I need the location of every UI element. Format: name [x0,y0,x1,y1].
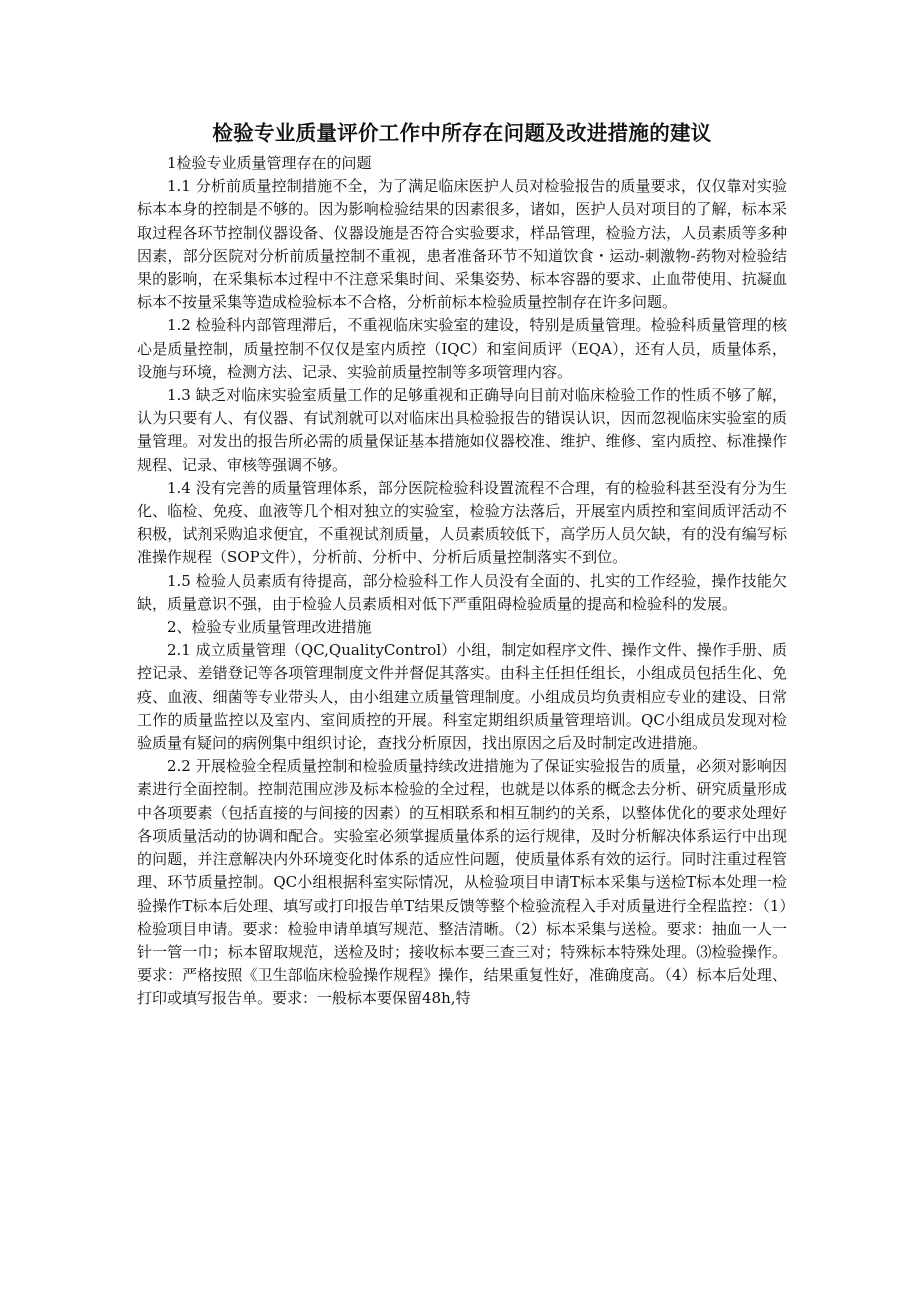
document-page [137,118,787,1011]
paragraph-1-3: 1.3 缺乏对临床实验室质量工作的足够重视和正确导向目前对临床检验工作的性质不够了解，认为只要有人、有仪器、有试剂就可以对临床出具检验报告的错误认识，因而忽视临床实验室的质量管理。对发出的报告所必需的质量保证基本措施如仪器校准、维护、维修、室内质控、标准操作规程、记录、审核等强调不够。 [137,386,787,474]
paragraph-1-1: 1.1 分析前质量控制措施不全，为了满足临床医护人员对检验报告的质量要求，仅仅靠对实验标本本身的控制是不够的。因为影响检验结果的因素很多，诸如，医护人员对项目的了解，标本采取过程各环节控制仪器设备、仪器设施是否符合实验要求，样品管理，检验方法，人员素质等多种因素，部分医院对分析前质量控制不重视，患者准备环节不知道饮食・运动-刺激物-药物对检验结果的影响，在采集标本过程中不注意采集时间、采集姿势、标本容器的要求、止血带使用、抗凝血标本不按量采集等造成检验标本不合格，分析前标本检验质量控制存在许多问题。 [137,177,787,312]
paragraph-1-2: 1.2 检验科内部管理滞后，不重视临床实验室的建设，特别是质量管理。检验科质量管理的核心是质量控制，质量控制不仅仅是室内质控（IQC）和室间质评（EQA），还有人员，质量体系，设施与环境，检测方法、记录、实验前质量控制等多项管理内容。 [137,316,787,381]
paragraph-1-4: 1.4 没有完善的质量管理体系，部分医院检验科设置流程不合理，有的检验科甚至没有分为生化、临检、免疫、血液等几个相对独立的实验室，检验方法落后，开展室内质控和室间质评活动不积极，试剂采购追求便宜，不重视试剂质量，人员素质较低下，高学历人员欠缺，有的没有编写标准操作规程（SOP文件），分析前、分析中、分析后质量控制落实不到位。 [137,478,787,567]
section-2-heading: 2、检验专业质量管理改进措施 [167,618,372,637]
paragraph-2-1: 2.1 成立质量管理（QC,QualityControl）小组，制定如程序文件、操作文件、操作手册、质控记录、差错登记等各项管理制度文件并督促其落实。由科主任担任组长，小组成员包括生化、免疫、血液、细菌等专业带头人，由小组建立质量管理制度。小组成员均负责相应专业的建设、日常工作的质量监控以及室内、室间质控的开展。科室定期组织质量管理培训。QC小组成员发现对检验质量有疑问的病例集中组织讨论，查找分析原因，找出原因之后及时制定改进措施。 [137,641,787,753]
paragraph-1-5: 1.5 检验人员素质有待提高，部分检验科工作人员没有全面的、扎实的工作经验，操作技能欠缺，质量意识不强，由于检验人员素质相对低下严重阻碍检验质量的提高和检验科的发展。 [137,571,787,613]
section-1-heading: 1检验专业质量管理存在的问题 [167,154,372,172]
document-title: 检验专业质量评价工作中所存在问题及改进措施的建议 [212,121,712,145]
paragraph-2-2: 2.2 开展检验全程质量控制和检验质量持续改进措施为了保证实验报告的质量，必须对影响因素进行全面控制。控制范围应涉及标本检验的全过程，也就是以体系的概念去分析、研究质量形成中各项要素（包括直接的与间接的因素）的互相联系和相互制约的关系，以整体优化的要求处理好各项质量活动的协调和配合。实验室必须掌握质量体系的运行规律，及时分析解决体系运行中出现的问题，并注意解决内外环境变化时体系的适应性问题，使质量体系有效的运行。同时注重过程管理、环节质量控制。QC小组根据科室实际情况，从检验项目申请T标本采集与送检T标本处理一检验操作T标本后处理、填写或打印报告单T结果反馈等整个检验流程入手对质量进行全程监控：（1）检验项目申请。要求：检验申请单填写规范、整洁清晰。（2）标本采集与送检。要求：抽血一人一针一管一巾；标本留取规范，送检及时；接收标本要三查三对；特殊标本特殊处理。⑶检验操作。要求：严格按照《卫生部临床检验操作规程》操作，结果重复性好，准确度高。（4）标本后处理、打印或填写报告单。要求：一般标本要保留48h,特 [137,757,787,1008]
